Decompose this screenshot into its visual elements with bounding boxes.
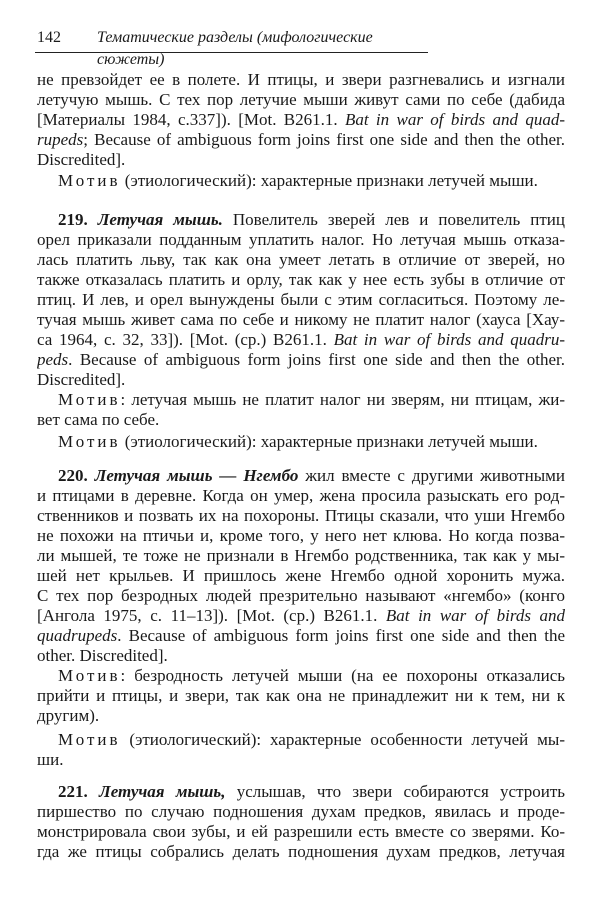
text-segment: услышав, что звери собираются устроить bbox=[225, 782, 565, 801]
text-line bbox=[37, 802, 565, 822]
text-segment: peds bbox=[37, 350, 69, 369]
text-segment: other. Discredited]. bbox=[37, 646, 168, 665]
text-segment: тучая мышь живет сама по себе и никому не платит налог (хауса [Хау- bbox=[37, 310, 565, 329]
text-line bbox=[37, 432, 565, 452]
text-segment: ; Because of ambiguous form joins first one side and then the other. bbox=[83, 130, 565, 149]
text-segment: лась платить льву, так как она умеет летать в отличие от зверей, но bbox=[37, 250, 565, 269]
text-line bbox=[37, 730, 565, 750]
text-line bbox=[37, 350, 565, 370]
text-line bbox=[37, 250, 565, 270]
text-segment: : безродность летучей мыши (на ее похороны отказались bbox=[120, 666, 565, 685]
motif-paragraph bbox=[37, 171, 565, 191]
entry-title: Летучая мышь — Нгембо bbox=[94, 466, 299, 485]
entry-number: 220. bbox=[58, 466, 95, 485]
motif-paragraph bbox=[37, 666, 565, 726]
text-line bbox=[37, 390, 565, 410]
motif-label: Мотив bbox=[58, 390, 121, 409]
text-line bbox=[37, 506, 565, 526]
header-rule bbox=[35, 52, 428, 53]
text-segment: ли мышей, те тоже не признали в Нгембо родственника, так как у мы- bbox=[37, 546, 565, 565]
text-segment: са 1964, с. 32, 33]). [Mot. (ср.) B261.1. bbox=[37, 330, 334, 349]
text-line bbox=[37, 626, 565, 646]
motif-label: Мотив bbox=[58, 432, 121, 451]
text-line bbox=[37, 410, 565, 430]
text-segment: орел приказали подданным уплатить налог. Но летучая мышь отказа- bbox=[37, 230, 565, 249]
entry-title: Летучая мышь, bbox=[99, 782, 226, 801]
text-line bbox=[37, 230, 565, 250]
text-line bbox=[37, 290, 565, 310]
text-line bbox=[37, 526, 565, 546]
text-segment: Bat in war of birds and quadru- bbox=[333, 330, 565, 349]
text-segment: не похожи на птичьи и, кроме того, у него нет клюва. Но когда позва- bbox=[37, 526, 565, 545]
page-number: 142 bbox=[37, 29, 61, 46]
text-line bbox=[37, 706, 565, 726]
text-segment: шей нет крыльев. И пришлось жене Нгембо одной хоронить мужа. bbox=[37, 566, 565, 585]
text-line bbox=[37, 210, 565, 230]
text-segment: Bat in war of birds and quad- bbox=[344, 110, 565, 129]
text-line bbox=[37, 782, 565, 802]
text-line bbox=[37, 330, 565, 350]
text-segment: quadrupeds bbox=[37, 626, 118, 645]
text-segment: rupeds bbox=[37, 130, 84, 149]
text-segment: птиц. И лев, и орел вынуждены были с этим согласиться. Поэтому ле- bbox=[37, 290, 565, 309]
text-line bbox=[37, 586, 565, 606]
text-line bbox=[37, 90, 565, 110]
text-line bbox=[37, 842, 565, 862]
text-segment: [Материалы 1984, с.337]). [Mot. B261.1. bbox=[37, 110, 345, 129]
text-line bbox=[37, 686, 565, 706]
text-segment: Bat in war of birds and bbox=[385, 606, 565, 625]
text-line bbox=[37, 171, 565, 191]
entry-title: Летучая мышь. bbox=[97, 210, 223, 229]
text-segment: (этиологический): характерные признаки летучей мыши. bbox=[120, 171, 538, 190]
running-header bbox=[35, 27, 428, 68]
running-title: Тематические разделы (мифологические сюжеты) bbox=[97, 29, 373, 68]
text-line bbox=[37, 750, 565, 770]
text-segment: вет сама по себе. bbox=[37, 410, 160, 429]
text-segment: [Ангола 1975, с. 11–13]). [Mot. (ср.) B261.1. bbox=[37, 606, 386, 625]
text-segment: пиршество по случаю подношения духам предков, явилась и проде- bbox=[37, 802, 565, 821]
text-segment: . Because of ambiguous form joins first one side and then the bbox=[117, 626, 565, 645]
motif-label: Мотив bbox=[58, 730, 121, 749]
motif-paragraph bbox=[37, 390, 565, 430]
text-line bbox=[37, 646, 565, 666]
text-line bbox=[37, 270, 565, 290]
text-segment: гда же птицы собрались делать подношения духам предков, летучая bbox=[37, 842, 565, 861]
text-segment: (этиологический): характерные особенности летучей мы- bbox=[120, 730, 565, 749]
text-line bbox=[37, 666, 565, 686]
text-segment: : летучая мышь не платит налог ни зверям, ни птицам, жи- bbox=[120, 390, 565, 409]
text-line bbox=[37, 606, 565, 626]
entry-number: 219. bbox=[58, 210, 98, 229]
text-line bbox=[37, 310, 565, 330]
text-segment: Discredited]. bbox=[37, 150, 126, 169]
paragraph-continued bbox=[37, 70, 565, 170]
text-segment: монстрировала свои зубы, и ей разрешили есть вместе со зверями. Ко- bbox=[37, 822, 565, 841]
text-line bbox=[37, 70, 565, 90]
text-line bbox=[37, 546, 565, 566]
text-segment: прийти и птицы, и звери, так как она не принадлежит ни к тем, ни к bbox=[37, 686, 565, 705]
text-segment: не превзойдет ее в полете. И птицы, и звери разгневались и изгнали bbox=[37, 70, 565, 89]
text-segment: Повелитель зверей лев и повелитель птиц bbox=[222, 210, 565, 229]
text-segment: также отказалась платить и орлу, так как у нее есть зубы в отличие от bbox=[37, 270, 565, 289]
text-line bbox=[37, 822, 565, 842]
text-segment: Discredited]. bbox=[37, 370, 126, 389]
text-line bbox=[37, 566, 565, 586]
entry-number: 221. bbox=[58, 782, 100, 801]
motif-label: Мотив bbox=[58, 666, 121, 685]
text-line bbox=[37, 130, 565, 150]
text-segment: и птицами в деревне. Когда он умер, жена просила разыскать его род- bbox=[37, 486, 565, 505]
entry-220 bbox=[37, 466, 565, 666]
entry-219 bbox=[37, 210, 565, 390]
motif-paragraph bbox=[37, 432, 565, 452]
text-segment: летучую мышь. С тех пор летучие мыши живут сами по себе (дабида bbox=[37, 90, 565, 109]
text-segment: другим). bbox=[37, 706, 100, 725]
text-segment: (этиологический): характерные признаки летучей мыши. bbox=[120, 432, 538, 451]
text-segment: жил вместе с другими животными bbox=[298, 466, 565, 485]
text-line bbox=[37, 370, 565, 390]
text-segment: . Because of ambiguous form joins first one side and then the other. bbox=[68, 350, 565, 369]
motif-paragraph bbox=[37, 730, 565, 770]
text-segment: С тех пор безродных людей презрительно называют «нгембо» (конго bbox=[37, 586, 565, 605]
text-segment: ственников и позвать их на похороны. Птицы сказали, что уши Нгембо bbox=[37, 506, 565, 525]
text-line bbox=[37, 486, 565, 506]
entry-221 bbox=[37, 782, 565, 862]
text-line bbox=[37, 110, 565, 130]
text-line bbox=[37, 150, 565, 170]
text-segment: ши. bbox=[37, 750, 64, 769]
text-line bbox=[37, 466, 565, 486]
motif-label: Мотив bbox=[58, 171, 121, 190]
